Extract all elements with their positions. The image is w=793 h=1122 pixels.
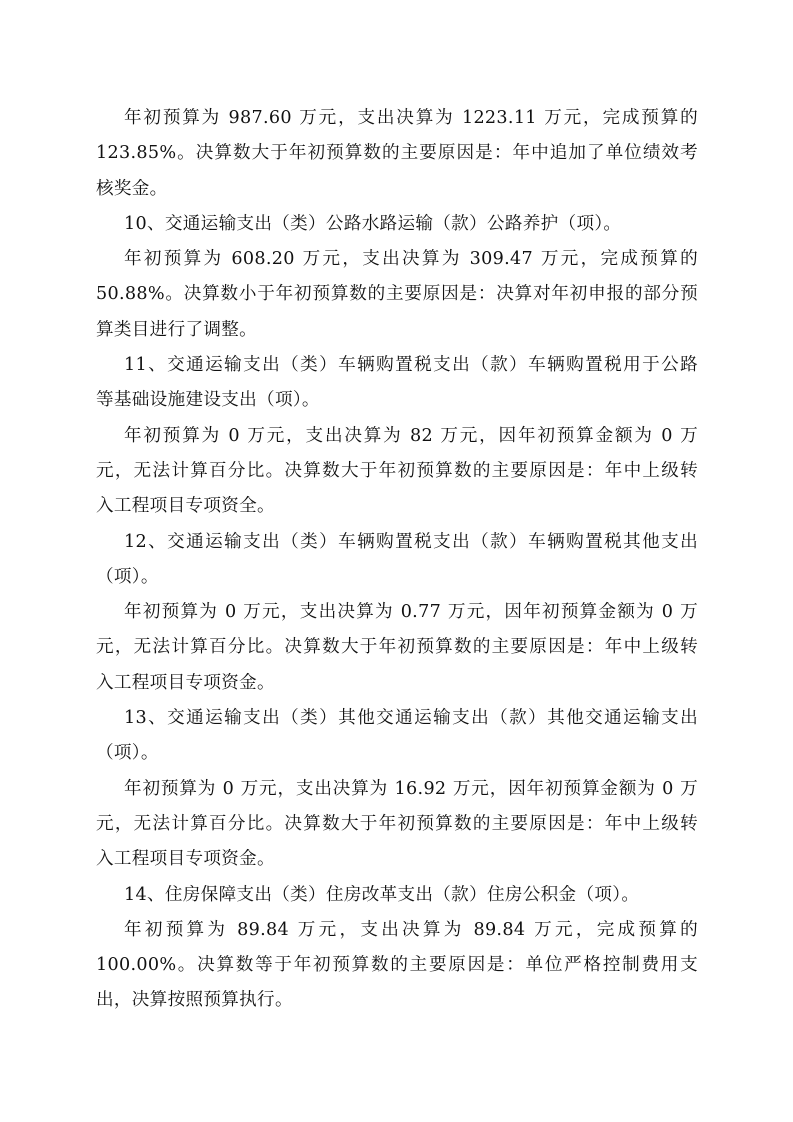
text-line: 年初预算为 89.84 万元，支出决算为 89.84 万元，完成预算的 <box>124 919 698 940</box>
text-line: 入工程项目专项资金。 <box>96 672 275 693</box>
text-line: 100.00%。决算数等于年初预算数的主要原因是：单位严格控制费用支 <box>96 955 698 976</box>
text-line: 12、交通运输支出（类）车辆购置税支出（款）车辆购置税其他支出 <box>124 531 698 552</box>
text-line: 核奖金。 <box>96 178 168 199</box>
text-line: 算类目进行了调整。 <box>96 319 258 340</box>
text-line: 年初预算为 0 万元，支出决算为 82 万元，因年初预算金额为 0 万 <box>124 425 698 446</box>
text-line: 等基础设施建设支出（项）。 <box>96 390 320 411</box>
text-line: 13、交通运输支出（类）其他交通运输支出（款）其他交通运输支出 <box>124 708 698 729</box>
text-line: 入工程项目专项资全。 <box>96 496 275 517</box>
text-line: 年初预算为 987.60 万元，支出决算为 1223.11 万元，完成预算的 <box>124 108 698 128</box>
text-line: 年初预算为 608.20 万元，支出决算为 309.47 万元，完成预算的 <box>124 249 698 270</box>
document-page <box>96 101 698 1019</box>
text-line: 元，无法计算百分比。决算数大于年初预算数的主要原因是：年中上级转 <box>96 637 698 658</box>
text-line: 50.88%。决算数小于年初预算数的主要原因是：决算对年初申报的部分预 <box>96 284 698 305</box>
text-line: （项）。 <box>96 743 159 764</box>
text-line: 元，无法计算百分比。决算数大于年初预算数的主要原因是：年中上级转 <box>96 460 698 481</box>
text-line: 元，无法计算百分比。决算数大于年初预算数的主要原因是：年中上级转 <box>96 813 698 834</box>
text-line: 入工程项目专项资金。 <box>96 849 275 870</box>
text-line: 10、交通运输支出（类）公路水路运输（款）公路养护（项）。 <box>124 213 622 234</box>
text-line: 11、交通运输支出（类）车辆购置税支出（款）车辆购置税用于公路 <box>124 355 698 376</box>
text-line: 123.85%。决算数大于年初预算数的主要原因是：年中追加了单位绩效考 <box>96 143 698 164</box>
text-line: 年初预算为 0 万元，支出决算为 16.92 万元，因年初预算金额为 0 万 <box>124 778 698 799</box>
text-line: （项）。 <box>96 566 159 587</box>
text-line: 出，决算按照预算执行。 <box>96 990 293 1011</box>
text-line: 年初预算为 0 万元，支出决算为 0.77 万元，因年初预算金额为 0 万 <box>124 602 698 623</box>
text-line: 14、住房保障支出（类）住房改革支出（款）住房公积金（项）。 <box>124 884 640 905</box>
